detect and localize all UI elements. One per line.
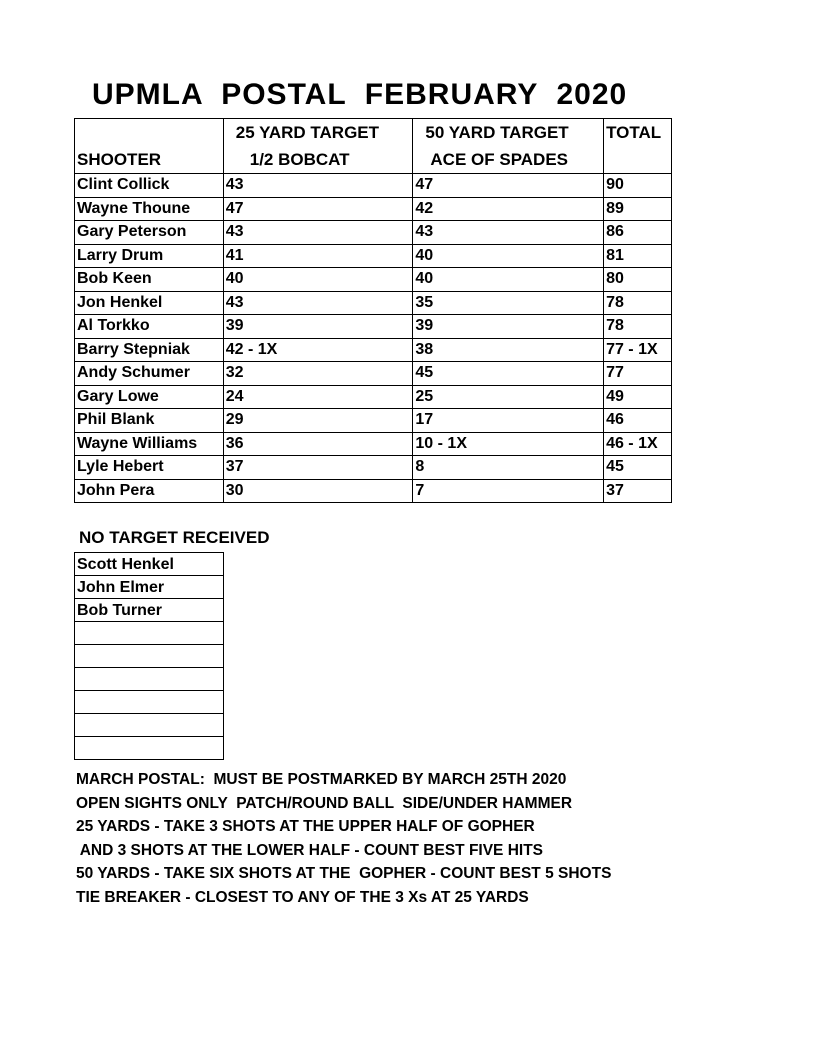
list-item	[75, 737, 224, 760]
no-target-table	[74, 552, 224, 760]
header-shooter: SHOOTER	[75, 119, 224, 174]
table-row	[75, 268, 672, 292]
table-row	[75, 315, 672, 339]
no-target-name-cell	[75, 668, 224, 691]
results-table	[74, 118, 672, 503]
results-body	[75, 174, 672, 503]
no-target-name-cell: Scott Henkel	[75, 553, 224, 576]
no-target-name-cell	[75, 714, 224, 737]
total-cell: 45	[604, 456, 672, 480]
total-cell: 49	[604, 385, 672, 409]
page-title: UPMLA POSTAL FEBRUARY 2020	[92, 78, 628, 111]
shooter-name-cell: Phil Blank	[75, 409, 224, 433]
score-25-cell: 41	[223, 244, 413, 268]
total-cell: 78	[604, 291, 672, 315]
total-cell: 90	[604, 174, 672, 198]
total-cell: 37	[604, 479, 672, 503]
list-item	[75, 668, 224, 691]
score-50-cell: 10 - 1X	[413, 432, 604, 456]
table-row	[75, 221, 672, 245]
shooter-name-cell: Wayne Thoune	[75, 197, 224, 221]
score-25-cell: 37	[223, 456, 413, 480]
list-item	[75, 622, 224, 645]
no-target-name-cell	[75, 645, 224, 668]
list-item	[75, 645, 224, 668]
score-25-cell: 24	[223, 385, 413, 409]
table-row	[75, 456, 672, 480]
shooter-name-cell: Andy Schumer	[75, 362, 224, 386]
score-25-cell: 43	[223, 291, 413, 315]
score-50-cell: 7	[413, 479, 604, 503]
shooter-name-cell: Gary Peterson	[75, 221, 224, 245]
score-25-cell: 47	[223, 197, 413, 221]
list-item	[75, 553, 224, 576]
total-cell: 46 - 1X	[604, 432, 672, 456]
score-50-cell: 25	[413, 385, 604, 409]
list-item	[75, 714, 224, 737]
shooter-name-cell: Bob Keen	[75, 268, 224, 292]
list-item	[75, 576, 224, 599]
notes-block	[76, 768, 611, 909]
no-target-name-cell	[75, 691, 224, 714]
list-item	[75, 599, 224, 622]
total-cell: 86	[604, 221, 672, 245]
table-row	[75, 432, 672, 456]
note-line: MARCH POSTAL: MUST BE POSTMARKED BY MARCH 25TH 2020	[76, 771, 567, 788]
score-25-cell: 43	[223, 221, 413, 245]
note-line: OPEN SIGHTS ONLY PATCH/ROUND BALL SIDE/UNDER HAMMER	[76, 794, 573, 812]
header-total: TOTAL	[604, 119, 672, 174]
score-50-cell: 40	[413, 268, 604, 292]
score-25-cell: 32	[223, 362, 413, 386]
score-25-cell: 30	[223, 479, 413, 503]
score-50-cell: 38	[413, 338, 604, 362]
no-target-title: NO TARGET RECEIVED	[79, 528, 270, 547]
total-cell: 46	[604, 409, 672, 433]
no-target-name-cell	[75, 737, 224, 760]
score-50-cell: 47	[413, 174, 604, 198]
total-cell: 77	[604, 362, 672, 386]
table-row	[75, 362, 672, 386]
table-row	[75, 409, 672, 433]
score-25-cell: 39	[223, 315, 413, 339]
shooter-name-cell: Barry Stepniak	[75, 338, 224, 362]
results-header-row	[75, 119, 672, 174]
table-row	[75, 244, 672, 268]
score-50-cell: 45	[413, 362, 604, 386]
header-25-yard-target: 25 YARD TARGET 1/2 BOBCAT	[223, 119, 413, 174]
table-row	[75, 197, 672, 221]
no-target-name-cell: Bob Turner	[75, 599, 224, 622]
score-50-cell: 43	[413, 221, 604, 245]
score-50-cell: 39	[413, 315, 604, 339]
table-row	[75, 479, 672, 503]
score-25-cell: 36	[223, 432, 413, 456]
no-target-body	[75, 553, 224, 760]
shooter-name-cell: Jon Henkel	[75, 291, 224, 315]
shooter-name-cell: Lyle Hebert	[75, 456, 224, 480]
total-cell: 81	[604, 244, 672, 268]
shooter-name-cell: Wayne Williams	[75, 432, 224, 456]
list-item	[75, 691, 224, 714]
note-line: 50 YARDS - TAKE SIX SHOTS AT THE GOPHER - COUNT BEST 5 SHOTS	[76, 865, 612, 882]
no-target-name-cell: John Elmer	[75, 576, 224, 599]
score-50-cell: 17	[413, 409, 604, 433]
shooter-name-cell: Clint Collick	[75, 174, 224, 198]
no-target-name-cell	[75, 622, 224, 645]
shooter-name-cell: Larry Drum	[75, 244, 224, 268]
shooter-name-cell: John Pera	[75, 479, 224, 503]
score-50-cell: 8	[413, 456, 604, 480]
total-cell: 80	[604, 268, 672, 292]
table-row	[75, 174, 672, 198]
note-line: TIE BREAKER - CLOSEST TO ANY OF THE 3 Xs AT 25 YARDS	[76, 888, 529, 906]
shooter-name-cell: Al Torkko	[75, 315, 224, 339]
shooter-name-cell: Gary Lowe	[75, 385, 224, 409]
table-row	[75, 385, 672, 409]
note-line: 25 YARDS - TAKE 3 SHOTS AT THE UPPER HALF OF GOPHER	[76, 818, 535, 835]
score-25-cell: 40	[223, 268, 413, 292]
total-cell: 77 - 1X	[604, 338, 672, 362]
score-50-cell: 40	[413, 244, 604, 268]
total-cell: 78	[604, 315, 672, 339]
header-50-yard-target: 50 YARD TARGET ACE OF SPADES	[413, 119, 604, 174]
score-50-cell: 42	[413, 197, 604, 221]
score-50-cell: 35	[413, 291, 604, 315]
table-row	[75, 338, 672, 362]
table-row	[75, 291, 672, 315]
score-25-cell: 29	[223, 409, 413, 433]
score-25-cell: 42 - 1X	[223, 338, 413, 362]
score-25-cell: 43	[223, 174, 413, 198]
note-line: AND 3 SHOTS AT THE LOWER HALF - COUNT BEST FIVE HITS	[76, 841, 544, 859]
total-cell: 89	[604, 197, 672, 221]
